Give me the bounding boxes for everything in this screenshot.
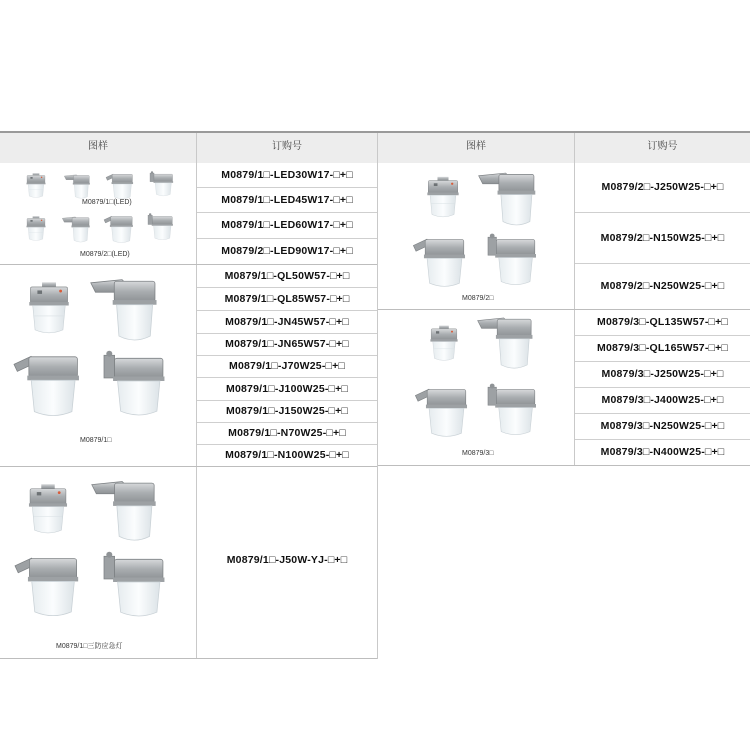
order-code: M0879/1□-QL50W57-□+□ [224,270,350,282]
lamp-angle-image [416,382,472,442]
lamp-led-4 [150,169,176,199]
order-code: M0879/2□-LED90W17-□+□ [221,245,353,257]
order-code: M0879/3□-N250W25-□+□ [600,420,725,432]
lamp-led-1 [22,171,50,201]
order-code: M0879/3□-J400W25-□+□ [601,394,724,406]
caption-m0879-2: M0879/2□ [462,295,494,302]
lamp-led-7 [104,213,136,245]
order-code: M0879/2□-N150W25-□+□ [600,232,725,244]
lamp-wall-image [86,477,166,547]
order-code: M0879/1□-J50W-YJ-□+□ [226,554,348,566]
image-cell-m0879-3 [378,310,574,466]
order-code: M0879/3□-N400W25-□+□ [600,446,725,458]
caption-m0879-3: M0879/3□ [462,450,494,457]
order-code: M0879/1□-JN65W57-□+□ [225,338,349,350]
order-code: M0879/1□-J100W25-□+□ [226,383,348,395]
lamp-side-image [488,378,542,442]
order-code: M0879/3□-QL135W57-□+□ [597,316,728,328]
image-cell-led [0,163,196,265]
lamp-ceiling-image [420,167,466,229]
lamp-angle-image [414,233,470,291]
order-code: M0879/1□-LED45W17-□+□ [221,194,353,206]
lamp-wall-image [476,314,538,374]
order-code: M0879/3□-J250W25-□+□ [601,368,724,380]
lamp-angle-image [14,349,86,421]
lamp-ceiling-image [20,475,76,545]
order-code: M0879/1□-J70W25-□+□ [229,360,345,372]
order-code: M0879/2□-J250W25-□+□ [601,181,724,193]
order-code: M0879/1□-LED60W17-□+□ [221,219,353,231]
order-code: M0879/3□-QL165W57-□+□ [597,342,728,354]
lamp-led-3 [106,171,136,201]
image-cell-m0879-2 [378,163,574,309]
image-cell-emergency [0,467,196,659]
lamp-side-image [488,229,542,291]
lamp-led-5 [22,213,50,245]
image-cell-m0879-1 [0,265,196,466]
lamp-angle-image [14,551,86,621]
group-divider [378,465,750,466]
order-code: M0879/1□-N100W25-□+□ [225,449,349,461]
lamp-side-image [104,347,172,421]
header-image-right: 图样 [378,133,574,163]
lamp-led-6 [60,215,94,245]
order-code: M0879/1□-LED30W17-□+□ [221,169,353,181]
order-code: M0879/1□-N70W25-□+□ [228,427,346,439]
header-order-right: 订购号 [575,133,750,163]
lamp-wall-image [86,275,166,347]
caption-emergency: M0879/1□三防应急灯 [56,643,123,650]
lamp-led-8 [148,211,176,243]
caption-led-2: M0879/2□(LED) [80,251,130,258]
order-code: M0879/1□-QL85W57-□+□ [224,293,350,305]
lamp-side-image [104,549,172,621]
order-code: M0879/1□-J150W25-□+□ [226,405,348,417]
order-code: M0879/1□-JN45W57-□+□ [225,316,349,328]
caption-led-1: M0879/1□(LED) [82,199,132,206]
header-image-left: 图样 [0,133,196,163]
caption-m0879-1: M0879/1□ [80,437,112,444]
lamp-led-2 [62,173,94,201]
lamp-ceiling-image [20,273,78,345]
header-order-left: 订购号 [197,133,377,163]
lamp-ceiling-image [424,314,464,374]
table-bottom-border [0,658,377,659]
order-code: M0879/2□-N250W25-□+□ [600,280,725,292]
lamp-wall-image [478,169,540,231]
